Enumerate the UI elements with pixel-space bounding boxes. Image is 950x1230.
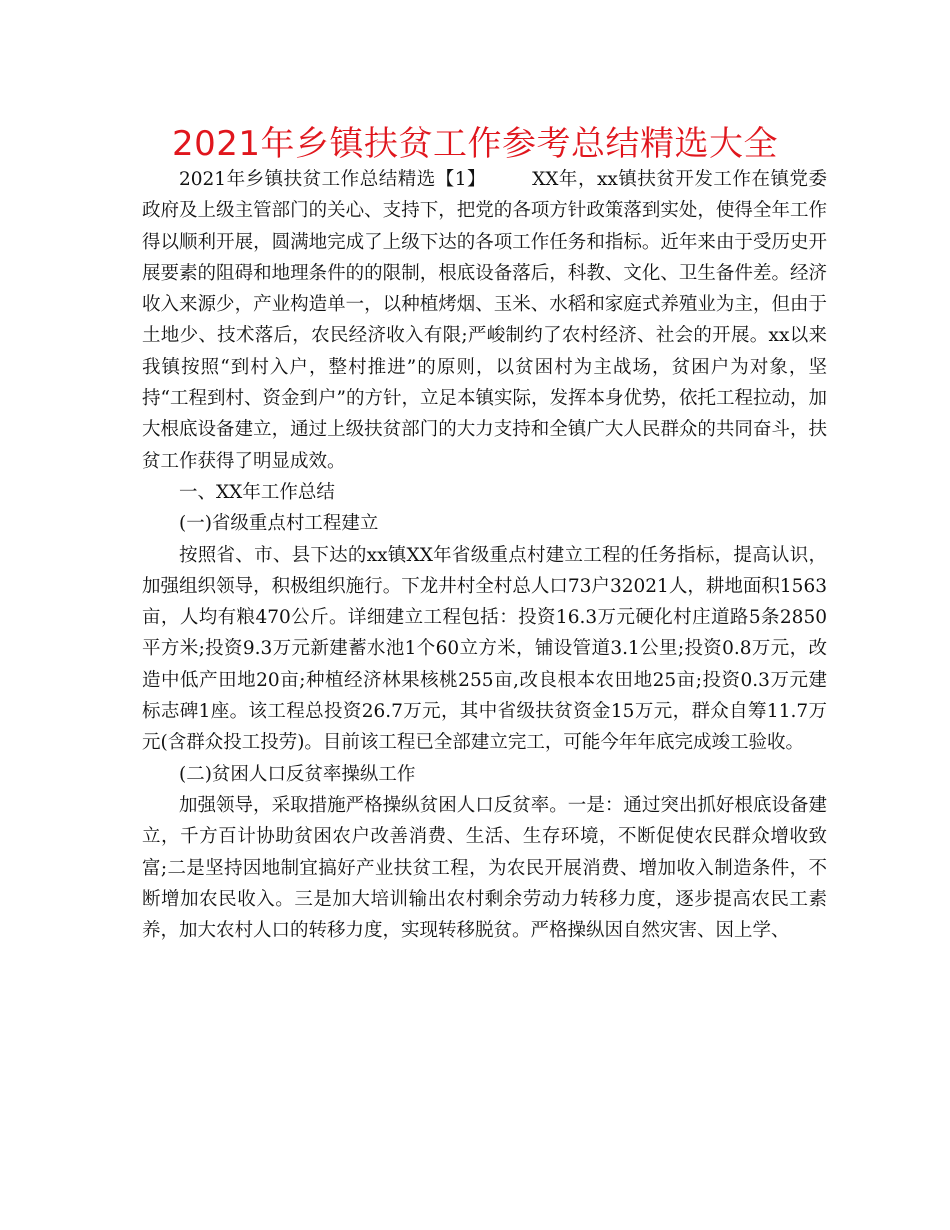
subsection-2-heading: (二)贫困人口反贫率操纵工作 [179, 763, 416, 785]
intro-paragraph [142, 164, 827, 477]
subsection-2-paragraph: 加强领导，采取措施严格操纵贫困人口反贫率。一是：通过突出抓好根底设备建立，千方百计协助贫困农户改善消费、生活、生存环境，不断促使农民群众增收致富;二是坚持因地制宜搞好产业扶贫工程，为农民开展消费、增加收入制造条件，不断增加农民收入。三是加大培训输出农村剩余劳动力转移力度，逐步提高农民工素养，加大农村人口的转移力度，实现转移脱贫。严格操纵因自然灾害、因上学、 [142, 794, 827, 942]
intro-text: XX年，xx镇扶贫开发工作在镇党委政府及上级主管部门的关心、支持下，把党的各项方针政策落到实处，使得全年工作得以顺利开展，圆满地完成了上级下达的各项工作任务和指标。近年来由于受历史开展要素的阻碍和地理条件的的限制，根底设备落后，科教、文化、卫生备件差。经济收入来源少，产业构造单一，以种植烤烟、玉米、水稻和家庭式养殖业为主，但由于土地少、技术落后，农民经济收入有限;严峻制约了农村经济、社会的开展。xx以来我镇按照“到村入户，整村推进”的原则，以贫困村为主战场，贫困户为对象，坚持“工程到村、资金到户”的方针，立足本镇实际，发挥本身优势，依托工程拉动，加大根底设备建立，通过上级扶贫部门的大力支持和全镇广大人民群众的共同奋斗，扶贫工作获得了明显成效。 [142, 169, 827, 472]
intro-lead: 2021年乡镇扶贫工作总结精选【1】 [179, 169, 487, 190]
document-body [142, 164, 827, 946]
subsection-1-heading: (一)省级重点村工程建立 [179, 513, 379, 535]
subsection-1-paragraph: 按照省、市、县下达的xx镇XX年省级重点村建立工程的任务指标，提高认识，加强组织领导，积极组织施行。下龙井村全村总人口73户32021人，耕地面积1563亩，人均有粮470公斤。详细建立工程包括：投资16.3万元硬化村庄道路5条2850平方米;投资9.3万元新建蓄水池1个60立方米，铺设管道3.1公里;投资0.8万元，改造中低产田地20亩;种植经济林果核桃255亩,改良根本农田地25亩;投资0.3万元建标志碑1座。该工程总投资26.7万元，其中省级扶贫资金15万元，群众自筹11.7万元(含群众投工投劳)。目前该工程已全部建立完工，可能今年年底完成竣工验收。 [142, 544, 827, 754]
section-1-heading: 一、XX年工作总结 [179, 481, 335, 503]
document-title: 2021年乡镇扶贫工作参考总结精选大全 [171, 124, 779, 164]
